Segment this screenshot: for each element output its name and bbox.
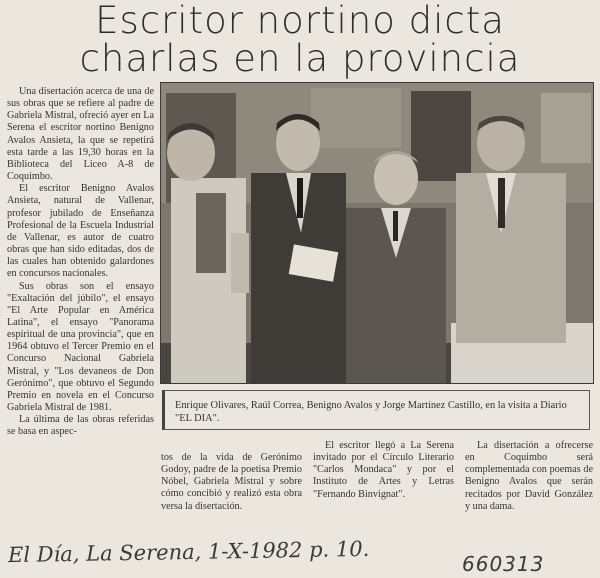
archive-number: 660313	[462, 552, 545, 576]
paragraph: El escritor llegó a La Serena invitado por el Círculo Literario "Carlos Mondaca" y por el Instituto de Artes y Letras "Fernando Binvignat".	[313, 440, 454, 500]
paragraph: Una disertación acerca de una de sus obras que se refiere al padre de Gabriela Mistral, ofreció ayer en La Serena el escritor nortino Benigno Avalos Ansieta, la que se repetirá esta tarde a las 19,30 horas en la Biblioteca del Liceo A-8 de Coquimbo.	[7, 86, 154, 183]
headline	[0, 2, 600, 78]
news-photo	[160, 82, 594, 384]
article-column-1	[7, 86, 154, 439]
article-column-4	[465, 440, 593, 513]
handwritten-source-note: El Día, La Serena, 1-X-1982 p. 10.	[7, 536, 370, 568]
headline-line-1: Escritor nortino dicta	[95, 0, 505, 42]
paragraph: Sus obras son el ensayo "Exaltación del júbilo", el ensayo "El Arte Popular en América Latina", el ensayo "Panorama espiritual de una provincia", que en 1964 obtuvo el Tercer Premio en el Concurso Nacional Gabriela Mistral, y "Los devaneos de Don Gerónimo", que obtuvo el Segundo Premio en novela en el Concurso Gabriela Mistral de 1981.	[7, 280, 154, 414]
article-column-3	[313, 440, 454, 501]
paragraph: La disertación a ofrecerse en Coquimbo será complementada con poemas de Benigno Avalos que serán recitados por David González y una dama.	[465, 440, 593, 512]
photo-caption: Enrique Olivares, Raúl Correa, Benigno Avalos y Jorge Martínez Castillo, en la visita a Diario "EL DIA".	[162, 390, 590, 430]
headline-line-2: charlas en la provincia	[79, 37, 521, 80]
paragraph: La última de las obras referidas se basa en aspec-	[7, 414, 154, 438]
paragraph: El escritor Benigno Avalos Ansieta, natural de Vallenar, profesor jubilado de Enseñanza Profesional de la Escuela Industrial de Vallenar, es autor de cuatro obras que han sido editadas, dos de las cuales han obtenido galardones en concursos nacionales.	[7, 183, 154, 280]
photo-illustration	[161, 83, 593, 383]
article-column-2: tos de la vida de Gerónimo Godoy, padre de la poetisa Premio Nóbel, Gabriela Mistral y sobre cómo concibió y realizó esta obra versa la disertación.	[161, 452, 302, 512]
